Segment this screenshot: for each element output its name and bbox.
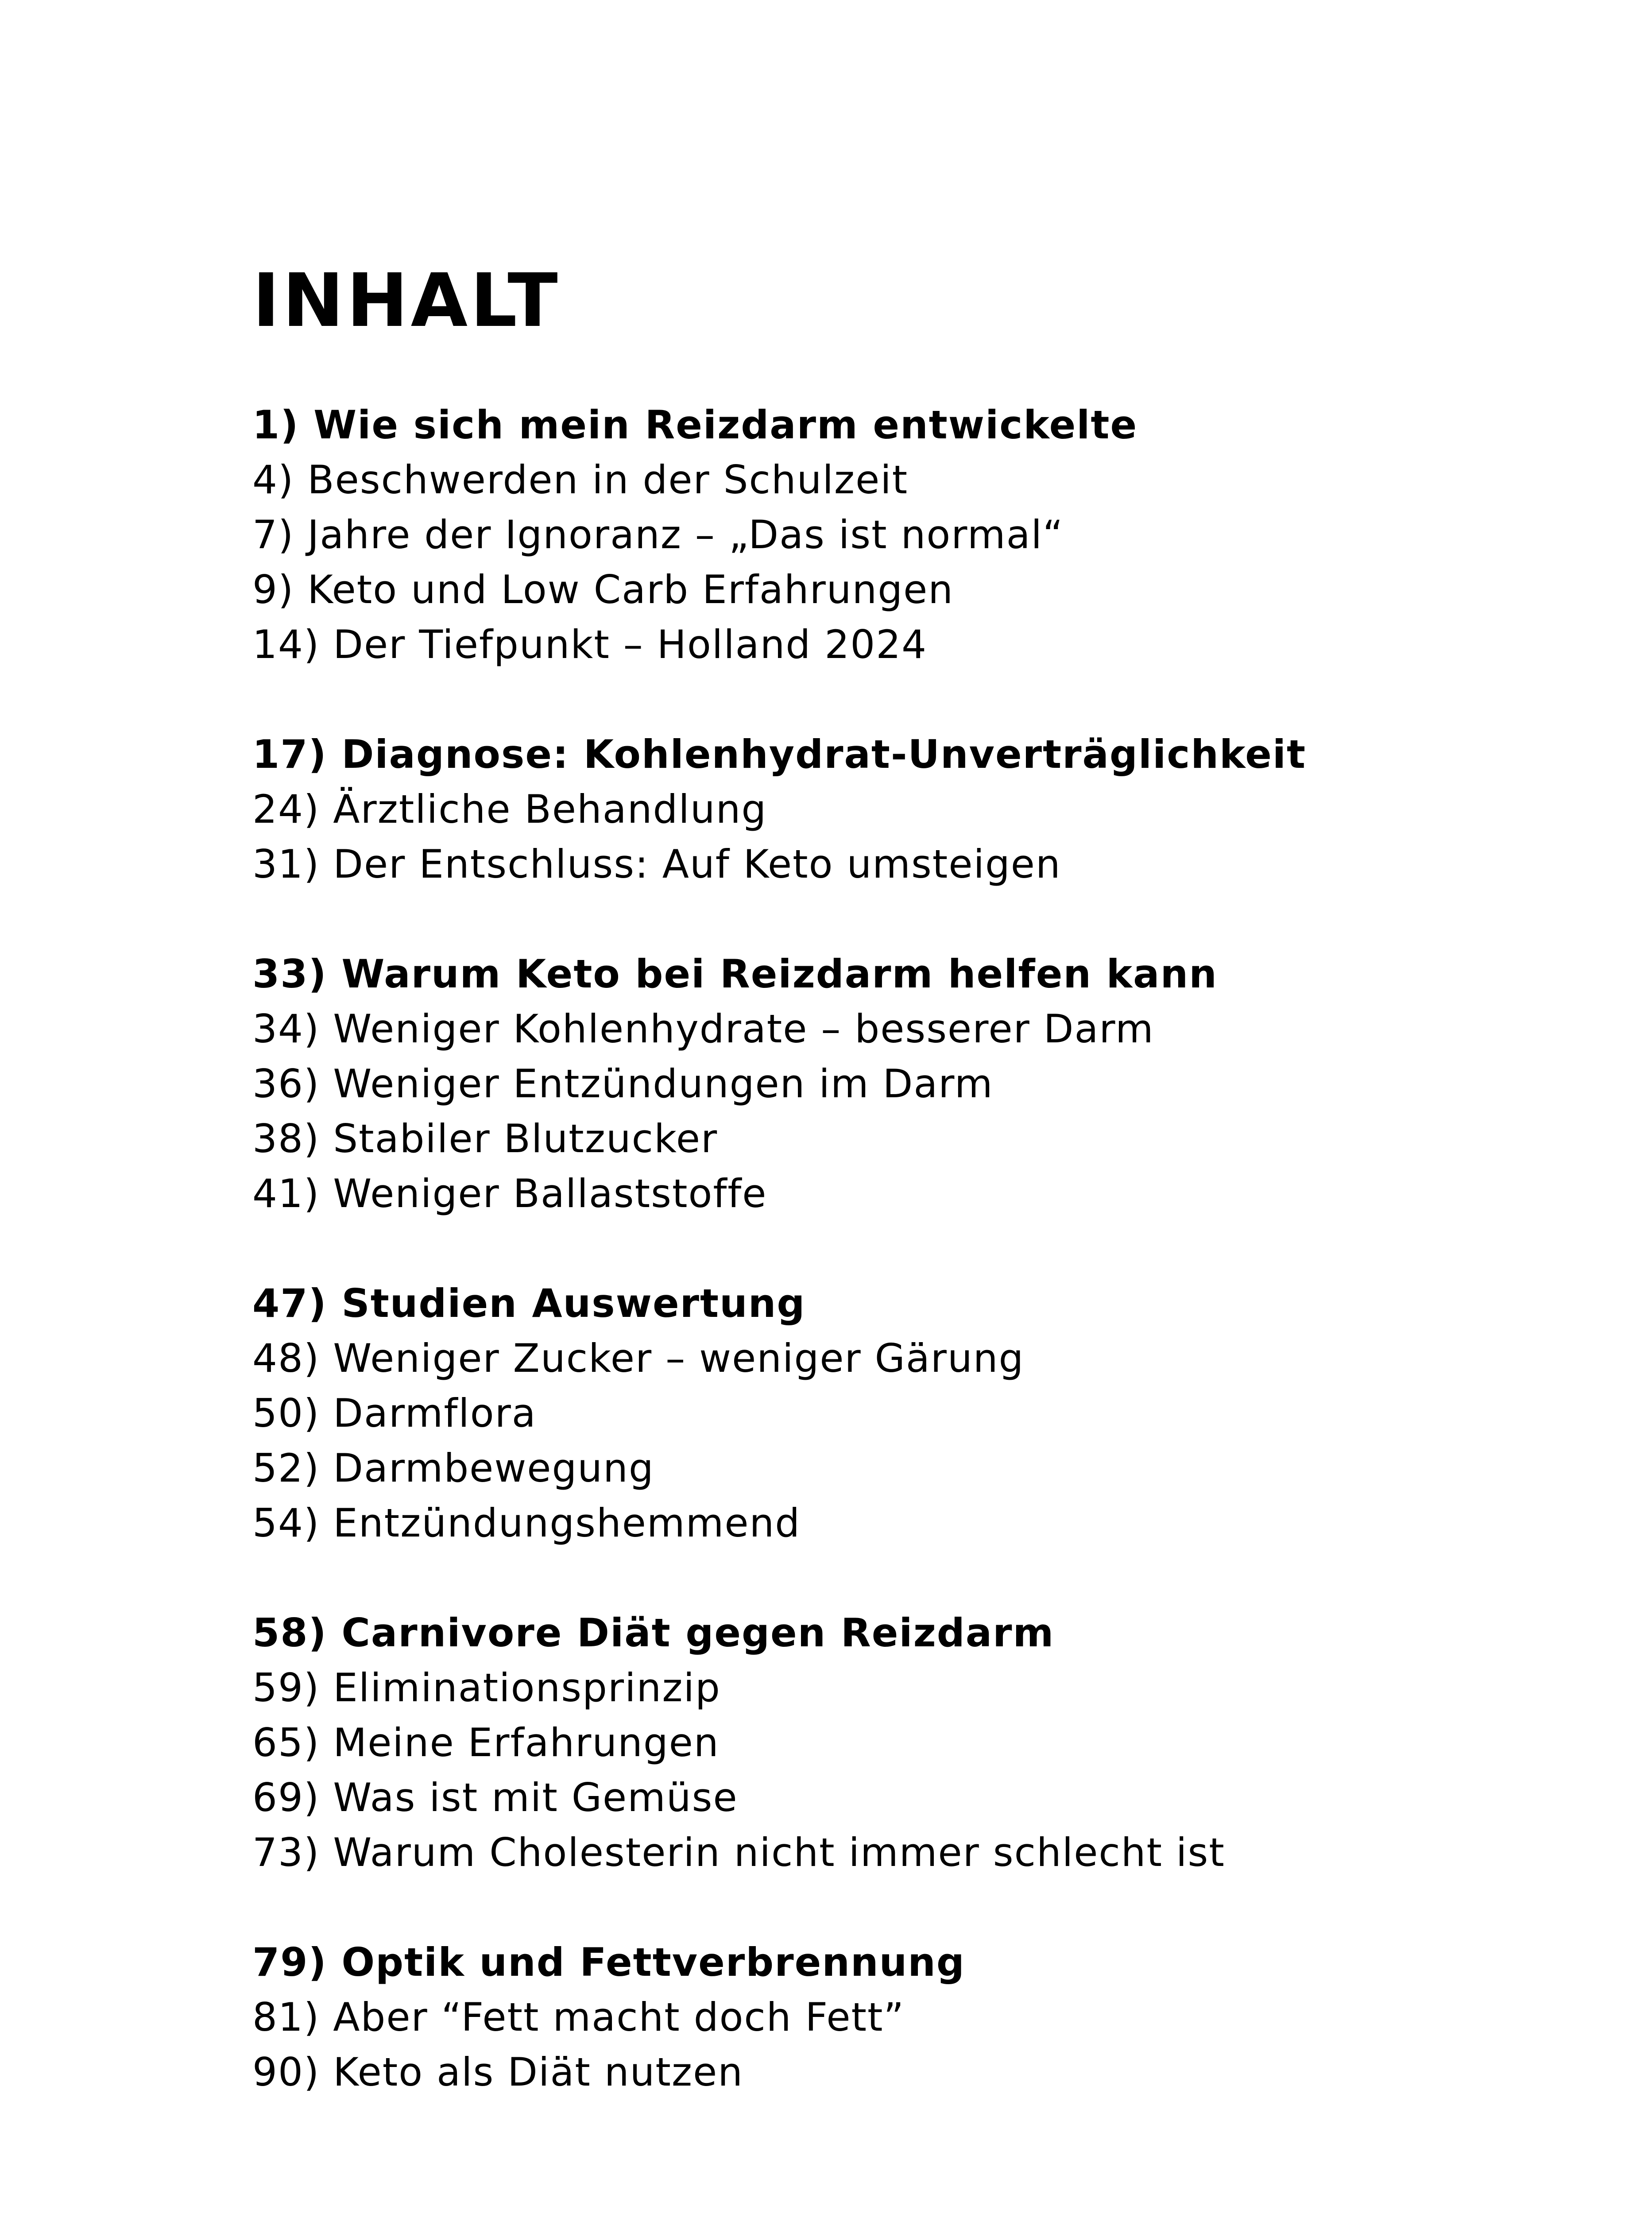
toc-entry: 41) Weniger Ballaststoffe — [252, 1171, 767, 1216]
toc-entry: 81) Aber “Fett macht doch Fett” — [252, 1994, 905, 2040]
toc-entry: 36) Weniger Entzündungen im Darm — [252, 1061, 994, 1107]
toc-section-2 — [252, 727, 1581, 892]
toc-entry: 50) Darmflora — [252, 1390, 537, 1436]
toc-content — [252, 257, 1581, 2155]
toc-entry: 34) Weniger Kohlenhydrate – besserer Darm — [252, 1006, 1154, 1052]
toc-entry: 38) Stabiler Blutzucker — [252, 1116, 718, 1161]
toc-chapter-heading: 47) Studien Auswertung — [252, 1281, 806, 1326]
toc-chapter-heading: 33) Warum Keto bei Reizdarm helfen kann — [252, 951, 1218, 997]
toc-chapter-heading: 1) Wie sich mein Reizdarm entwickelte — [252, 402, 1138, 448]
toc-entry: 65) Meine Erfahrungen — [252, 1720, 720, 1765]
toc-chapter-heading: 58) Carnivore Diät gegen Reizdarm — [252, 1610, 1055, 1656]
toc-entry: 7) Jahre der Ignoranz – „Das ist normal“ — [252, 512, 1064, 557]
toc-entry: 24) Ärztliche Behandlung — [252, 786, 767, 832]
toc-entry: 52) Darmbewegung — [252, 1445, 654, 1491]
toc-entry: 69) Was ist mit Gemüse — [252, 1775, 738, 1820]
toc-entry: 59) Eliminationsprinzip — [252, 1665, 721, 1711]
toc-entry: 90) Keto als Diät nutzen — [252, 2049, 744, 2095]
toc-entry: 14) Der Tiefpunkt – Holland 2024 — [252, 622, 928, 667]
toc-section-6 — [252, 1935, 1581, 2100]
toc-entry: 4) Beschwerden in der Schulzeit — [252, 457, 909, 503]
toc-entry: 9) Keto und Low Carb Erfahrungen — [252, 567, 954, 612]
toc-entry: 73) Warum Cholesterin nicht immer schlecht ist — [252, 1830, 1225, 1875]
toc-chapter-heading: 17) Diagnose: Kohlenhydrat-Unverträglichkeit — [252, 732, 1307, 777]
toc-section-3 — [252, 947, 1581, 1221]
toc-entry: 54) Entzündungshemmend — [252, 1500, 801, 1546]
toc-chapter-heading: 79) Optik und Fettverbrennung — [252, 1939, 965, 1985]
toc-entry: 48) Weniger Zucker – weniger Gärung — [252, 1335, 1025, 1381]
toc-section-5 — [252, 1606, 1581, 1880]
table-of-contents — [252, 398, 1581, 2100]
toc-section-1 — [252, 398, 1581, 672]
toc-section-4 — [252, 1276, 1581, 1551]
toc-entry: 31) Der Entschluss: Auf Keto umsteigen — [252, 841, 1061, 887]
page-title: INHALT — [252, 258, 561, 344]
